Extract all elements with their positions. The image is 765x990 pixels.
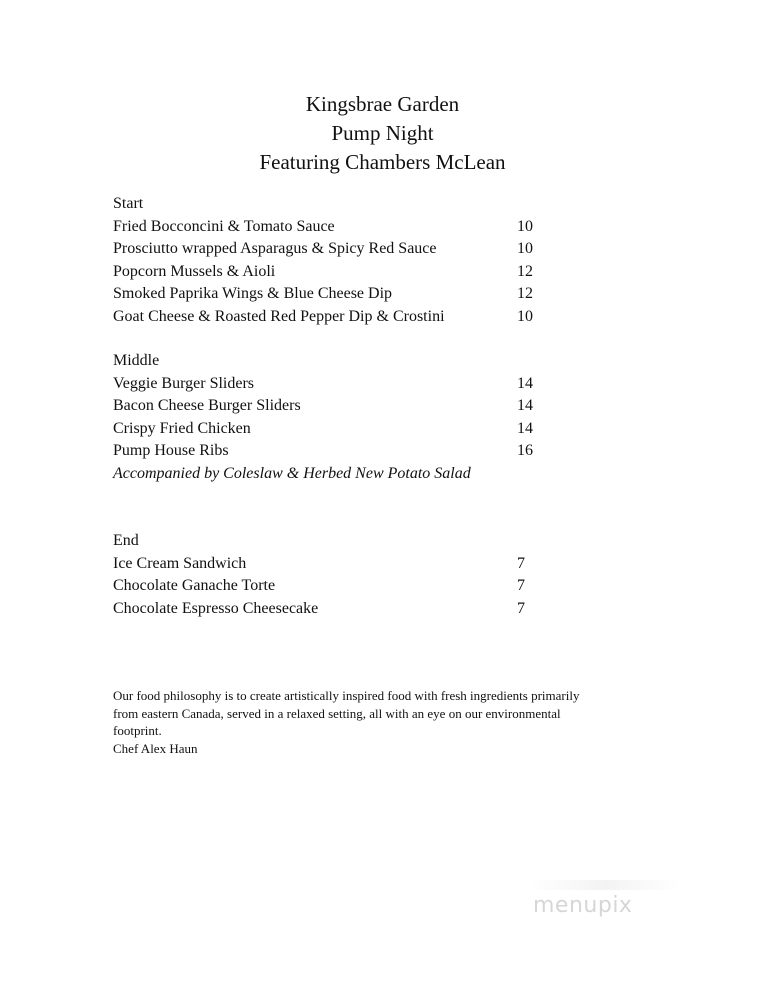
section-end (113, 530, 573, 620)
menu-item-name: Veggie Burger Sliders (113, 374, 255, 392)
watermark-logo: menupix (533, 893, 633, 918)
menu-item-price: 16 (517, 442, 533, 459)
menu-title (0, 90, 765, 177)
menu-item (113, 553, 573, 576)
featured-artist: Featuring Chambers McLean (259, 150, 506, 174)
menu-item-price: 14 (517, 374, 533, 392)
section-start (113, 193, 573, 328)
menu-item-price: 10 (517, 217, 533, 235)
philosophy-line: from eastern Canada, served in a relaxed setting, all with an eye on our environmental (113, 705, 561, 721)
menu-item (113, 373, 573, 396)
menu-item-name: Popcorn Mussels & Aioli (113, 262, 276, 280)
philosophy-line: footprint. (113, 723, 162, 738)
menu-item-price: 14 (517, 397, 533, 414)
menu-item-name: Fried Bocconcini & Tomato Sauce (113, 217, 335, 235)
menu-item-price: 12 (517, 285, 533, 302)
menu-item-name: Prosciutto wrapped Asparagus & Spicy Red Sauce (113, 240, 437, 257)
menu-item-price: 7 (517, 577, 525, 594)
menu-item (113, 575, 573, 598)
watermark-band (530, 880, 680, 890)
menu-item-name: Bacon Cheese Burger Sliders (113, 397, 301, 414)
menu-item-name: Ice Cream Sandwich (113, 554, 247, 572)
menu-item (113, 216, 573, 239)
section-heading-start: Start (113, 195, 144, 212)
menu-item-name: Goat Cheese & Roasted Red Pepper Dip & Crostini (113, 307, 445, 325)
menu-item-name: Smoked Paprika Wings & Blue Cheese Dip (113, 285, 393, 302)
menu-item-name: Pump House Ribs (113, 442, 229, 459)
chef-signature: Chef Alex Haun (113, 740, 198, 756)
event-name: Pump Night (331, 121, 434, 145)
menu-item-price: 14 (517, 419, 533, 437)
section-heading-middle: Middle (113, 352, 160, 369)
menu-item (113, 261, 573, 284)
menu-item (113, 440, 573, 463)
accompaniment-note: Accompanied by Coleslaw & Herbed New Potato Salad (113, 464, 471, 482)
food-philosophy (113, 687, 653, 757)
section-middle (113, 350, 573, 485)
menu-item-price: 10 (517, 307, 533, 325)
menu-item-name: Chocolate Ganache Torte (113, 577, 276, 594)
menu-item-name: Crispy Fried Chicken (113, 419, 251, 437)
menu-item-price: 12 (517, 262, 533, 280)
menu-item-price: 7 (517, 599, 525, 617)
section-heading-end: End (113, 532, 139, 549)
menu-item-price: 7 (517, 554, 525, 572)
venue-name: Kingsbrae Garden (305, 92, 460, 116)
menu-item (113, 418, 573, 441)
menu-item-name: Chocolate Espresso Cheesecake (113, 599, 319, 617)
menu-item (113, 238, 573, 261)
menu-item (113, 283, 573, 306)
philosophy-line: Our food philosophy is to create artistically inspired food with fresh ingredients primarily (113, 688, 580, 703)
menu-item (113, 395, 573, 418)
menu-item (113, 306, 573, 329)
menu-item-price: 10 (517, 240, 533, 257)
menu-item (113, 598, 573, 621)
